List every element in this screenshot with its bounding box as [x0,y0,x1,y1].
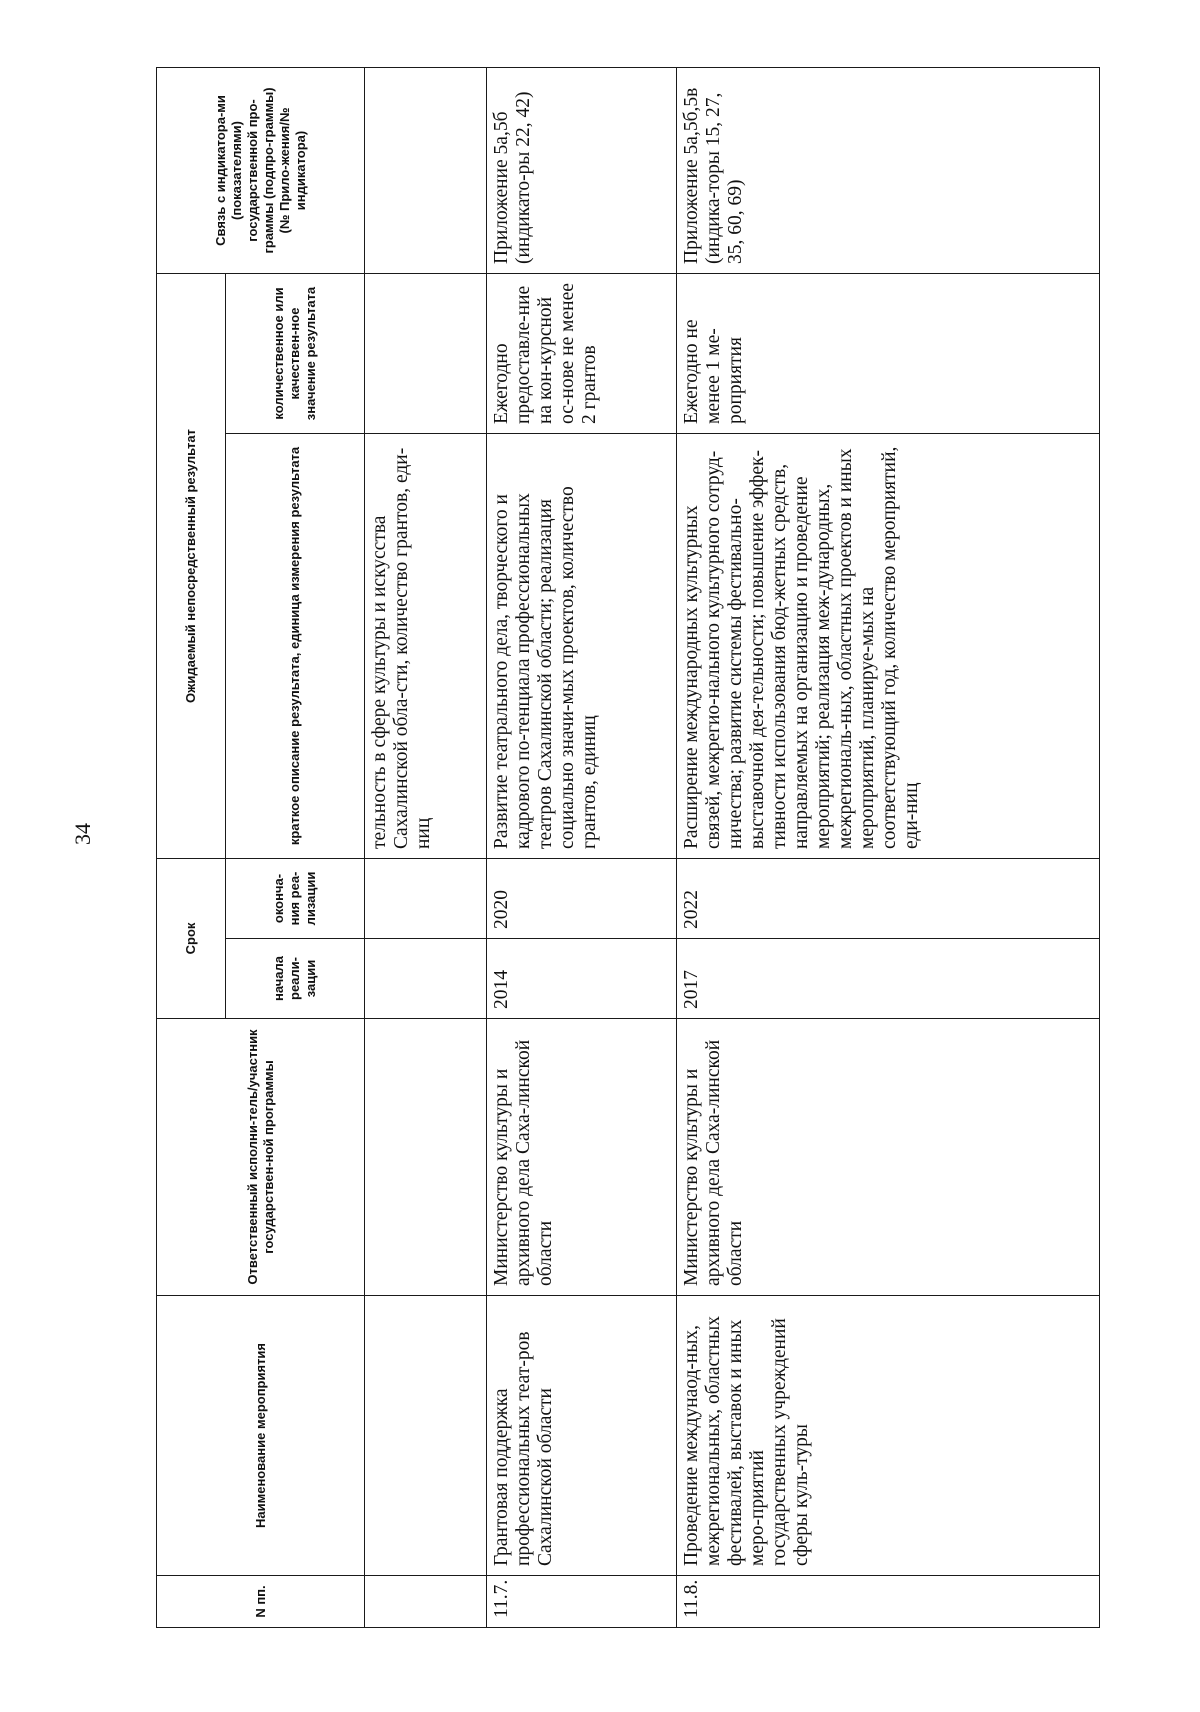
cell-indicator-link: Приложение 5а,5б,5в (индика-торы 15, 27, 35, 60, 69) [677,68,1100,274]
cell-responsible: Министерство культуры и архивного дела Саха-линской области [487,1019,677,1296]
cell-result-description: тельность в сфере культуры и искусства Сахалинской обла-сти, количество грантов, еди-ниц [365,434,487,859]
cell-number [365,1576,487,1628]
table-row [365,68,487,1628]
cell-responsible: Министерство культуры и архивного дела Саха-линской области [677,1019,1100,1296]
cell-start-year: 2014 [487,939,677,1019]
rotated-page-content [156,68,1100,1628]
cell-end-year: 2022 [677,859,1100,939]
cell-result-value: Ежегодно предоставле-ние на кон-курсной ос-нове не менее 2 грантов [487,274,677,434]
table-row [487,68,677,1628]
cell-activity-name: Проведение междунаод-ных, межрегиональных, областных фестивалей, выставок и иных меро-приятий государственных учреждений сферы куль-туры [677,1296,1100,1576]
cell-indicator-link [365,68,487,274]
header-indicator-link: Связь с индикатора-ми (показателями) государственной про-граммы (подпро-граммы) (№ Прило-жения/№ индикатора) [157,68,365,274]
table-row [677,68,1100,1628]
cell-responsible [365,1019,487,1296]
cell-number: 11.7. [487,1576,677,1628]
cell-start-year [365,939,487,1019]
cell-result-value: Ежегодно не менее 1 ме-роприятия [677,274,1100,434]
cell-result-value [365,274,487,434]
cell-result-description: Расширение международных культурных связей, межрегио-нального культурного сотруд-ничества; развитие системы фестивально-выставочной дея-тельности; повышение эффек-тивности использования бюд-жетных средств, направляемых на организацию и проведение мероприятий; реализация меж-дународных, межрегиональ-ных, областных проектов и иных мероприятий, планируе-мых на соответствующий год, количество мероприятий, еди-ниц [677,434,1100,859]
header-term: Срок [157,859,226,1019]
cell-activity-name [365,1296,487,1576]
page-number: 34 [70,823,95,845]
header-term-start: начала реали-зации [226,939,365,1019]
cell-end-year [365,859,487,939]
header-activity-name: Наименование мероприятия [157,1296,365,1576]
cell-end-year: 2020 [487,859,677,939]
cell-number: 11.8. [677,1576,1100,1628]
cell-activity-name: Грантовая поддержка профессиональных теат-ров Сахалинской области [487,1296,677,1576]
header-number: N пп. [157,1576,365,1628]
header-responsible: Ответственный исполни-тель/участник государствен-ной программы [157,1019,365,1296]
header-expected-result: Ожидаемый непосредственный результат [157,274,226,859]
cell-result-description: Развитие театрального дела, творческого и кадрового по-тенциала профессиональных театров Сахалинской области; реализация социально значи-мых проектов, количество грантов, единиц [487,434,677,859]
header-result-value: количественное или качествен-ное значение результата [226,274,365,434]
header-result-description: краткое описание результата, единица измерения результата [226,434,365,859]
header-term-end: оконча-ния реа-лизации [226,859,365,939]
program-activities-table [156,67,1100,1628]
cell-indicator-link: Приложение 5а,5б (индикато-ры 22, 42) [487,68,677,274]
cell-start-year: 2017 [677,939,1100,1019]
